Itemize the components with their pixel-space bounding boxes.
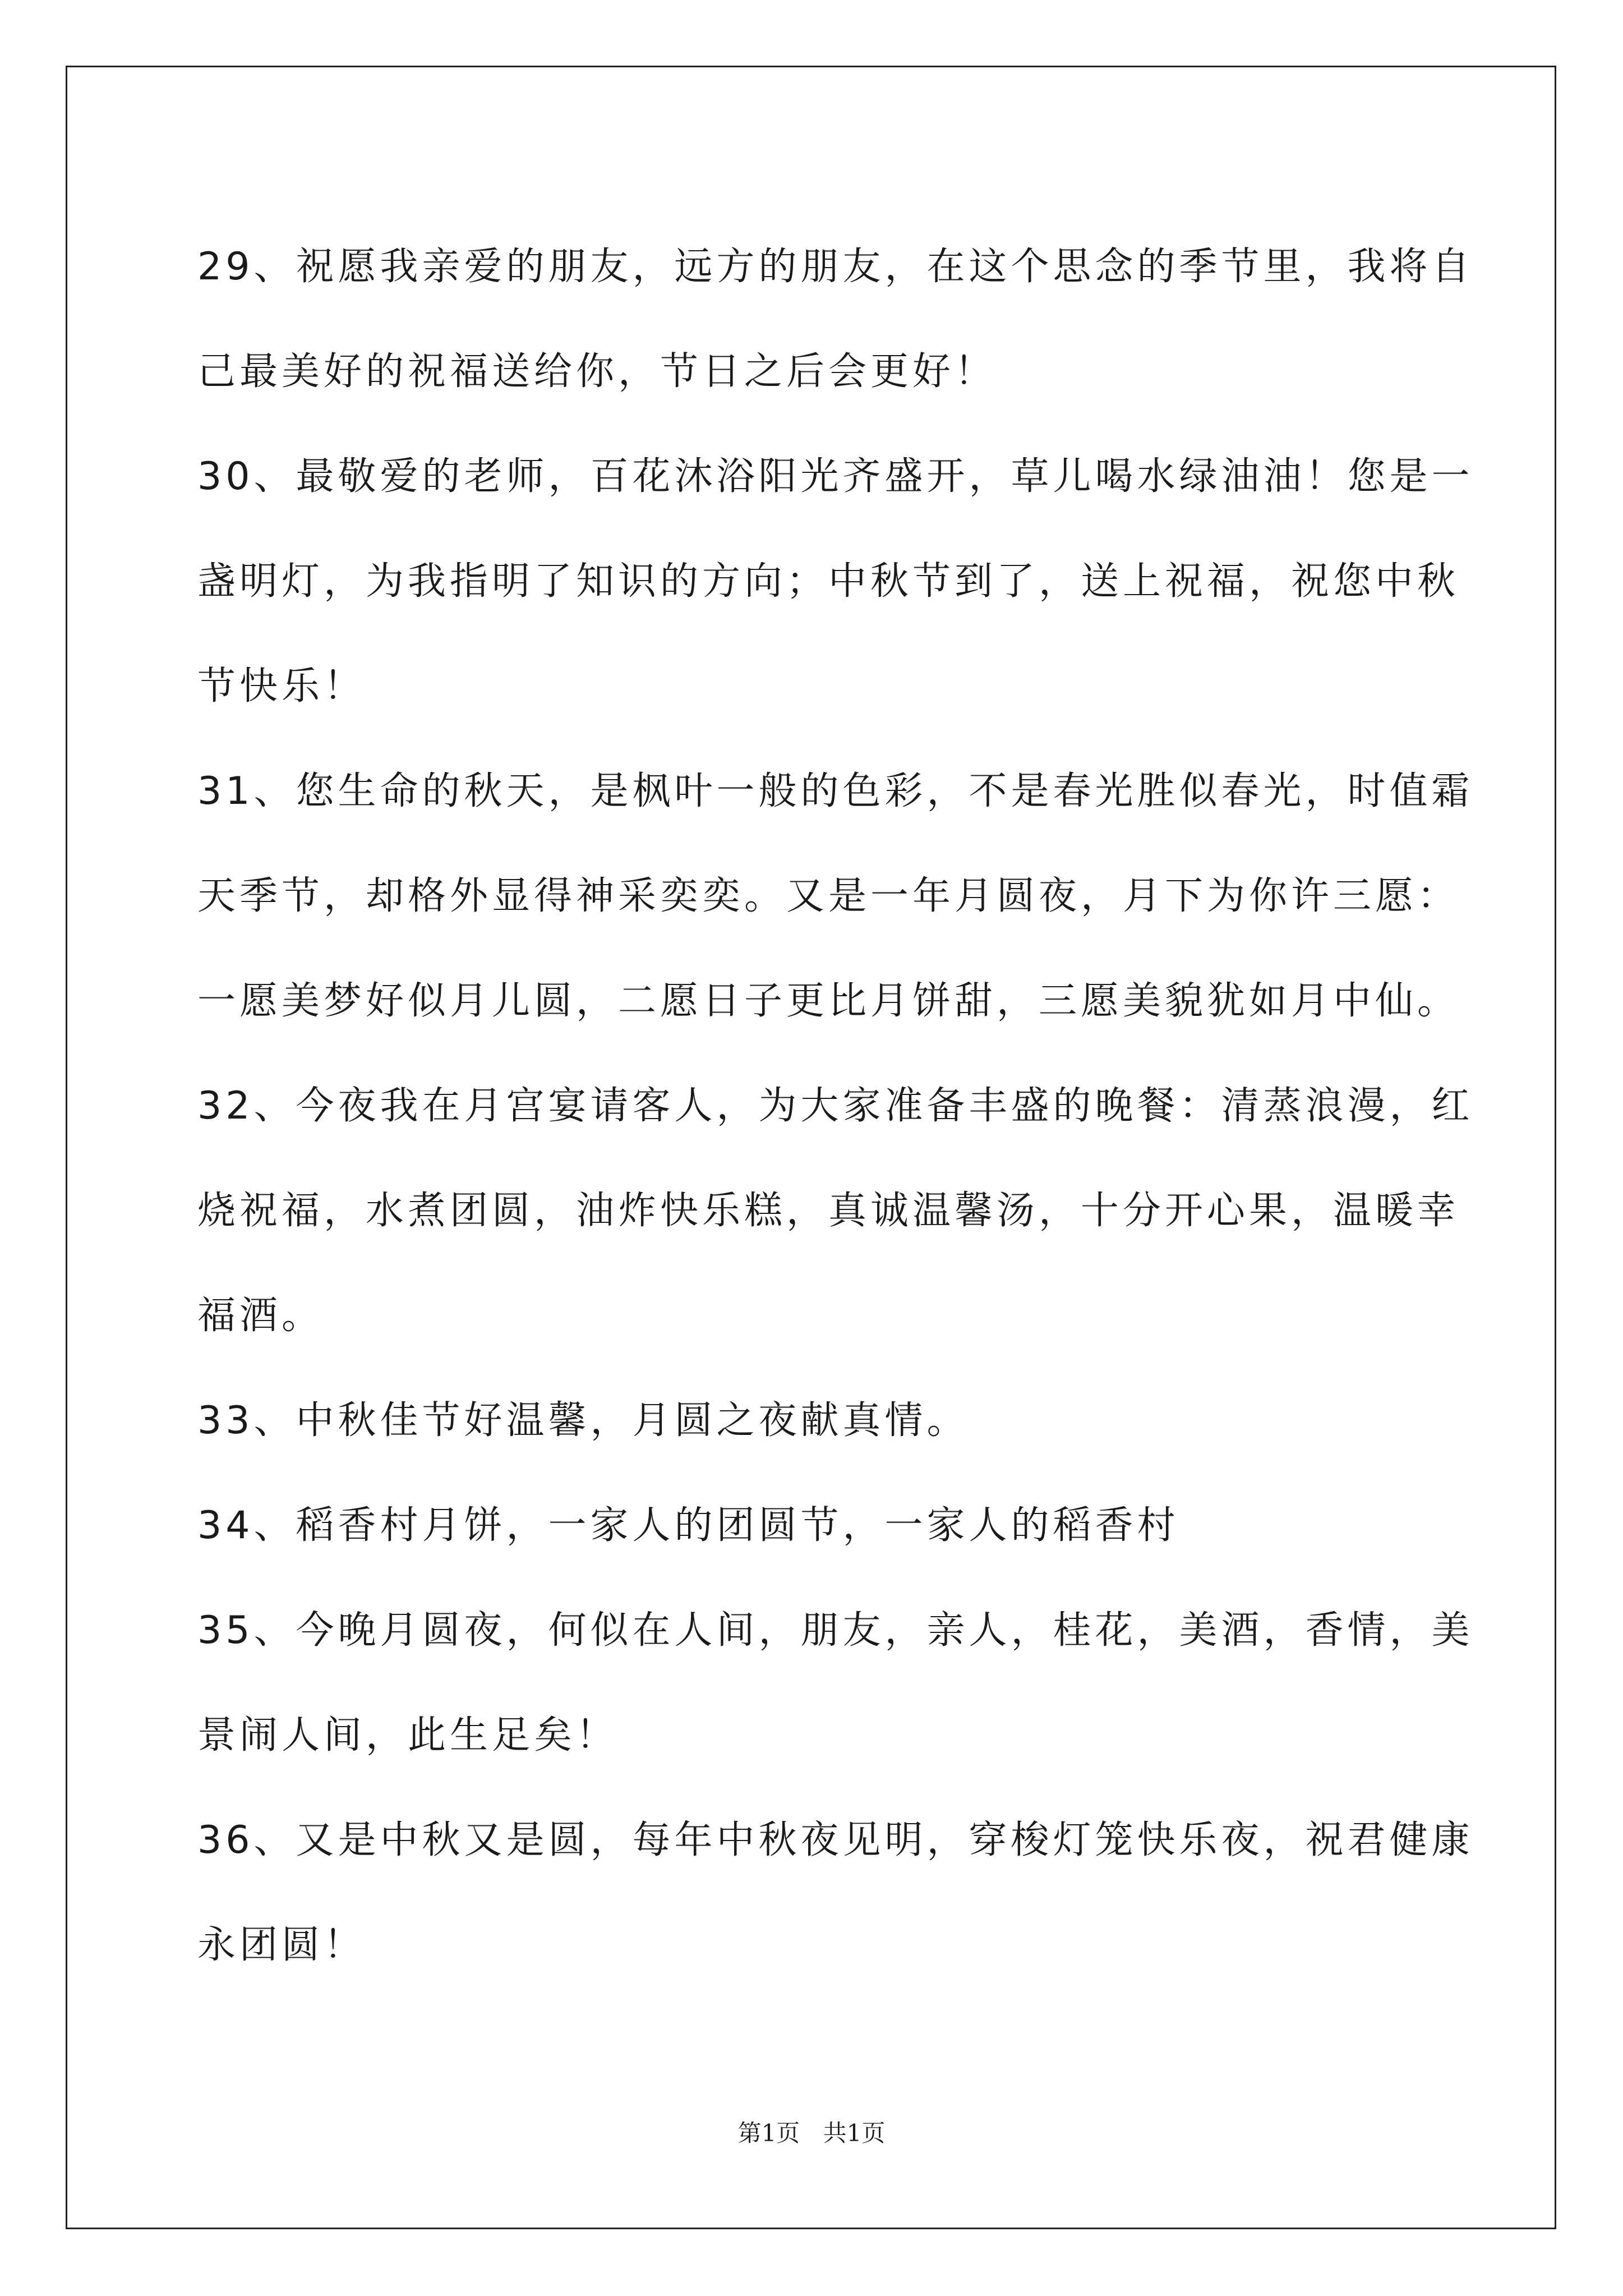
page-number-total: 共1页 (823, 2119, 886, 2147)
text-line: 31、您生命的秋天，是枫叶一般的色彩，不是春光胜似春光，时值霜 (197, 769, 1474, 813)
paragraph-35 (197, 1578, 1474, 1788)
text-line: 烧祝福，水煮团圆，油炸快乐糕，真诚温馨汤，十分开心果，温暖幸 (197, 1189, 1460, 1233)
paragraph-30 (197, 424, 1474, 739)
paragraph-32 (197, 1053, 1474, 1368)
paragraph-33 (197, 1368, 1431, 1473)
text-line: 节快乐！ (197, 664, 366, 708)
text-line: 34、稻香村月饼，一家人的团圆节，一家人的稻香村 (197, 1503, 1179, 1548)
text-line: 一愿美梦好似月儿圆，二愿日子更比月饼甜，三愿美貌犹如月中仙。 (197, 979, 1460, 1023)
paragraph-29 (197, 214, 1474, 424)
paragraph-31 (197, 739, 1474, 1053)
document-body (197, 214, 1474, 1998)
text-line: 永团圆！ (197, 1923, 366, 1967)
text-line: 36、又是中秋又是圆，每年中秋夜见明，穿梭灯笼快乐夜，祝君健康 (197, 1818, 1474, 1862)
page-number-current: 第1页 (737, 2119, 800, 2147)
text-line: 32、今夜我在月宫宴请客人，为大家准备丰盛的晚餐：清蒸浪漫，红 (197, 1084, 1474, 1128)
page-footer (0, 2115, 1623, 2148)
text-line: 35、今晚月圆夜，何似在人间，朋友，亲人，桂花，美酒，香情，美 (197, 1608, 1474, 1653)
text-line: 己最美好的祝福送给你，节日之后会更好！ (197, 349, 997, 394)
text-line: 景闹人间，此生足矣！ (197, 1713, 619, 1757)
text-line: 29、祝愿我亲爱的朋友，远方的朋友，在这个思念的季节里，我将自 (197, 245, 1474, 289)
text-line: 福酒。 (197, 1294, 324, 1338)
text-line: 天季节，却格外显得神采奕奕。又是一年月圆夜，月下为你许三愿： (197, 874, 1460, 918)
text-line: 33、中秋佳节好温馨，月圆之夜献真情。 (197, 1398, 969, 1443)
paragraph-34 (197, 1473, 1431, 1578)
paragraph-36 (197, 1788, 1474, 1998)
text-line: 盏明灯，为我指明了知识的方向；中秋节到了，送上祝福，祝您中秋 (197, 559, 1460, 604)
text-line: 30、最敬爱的老师，百花沐浴阳光齐盛开，草儿喝水绿油油！您是一 (197, 454, 1474, 499)
